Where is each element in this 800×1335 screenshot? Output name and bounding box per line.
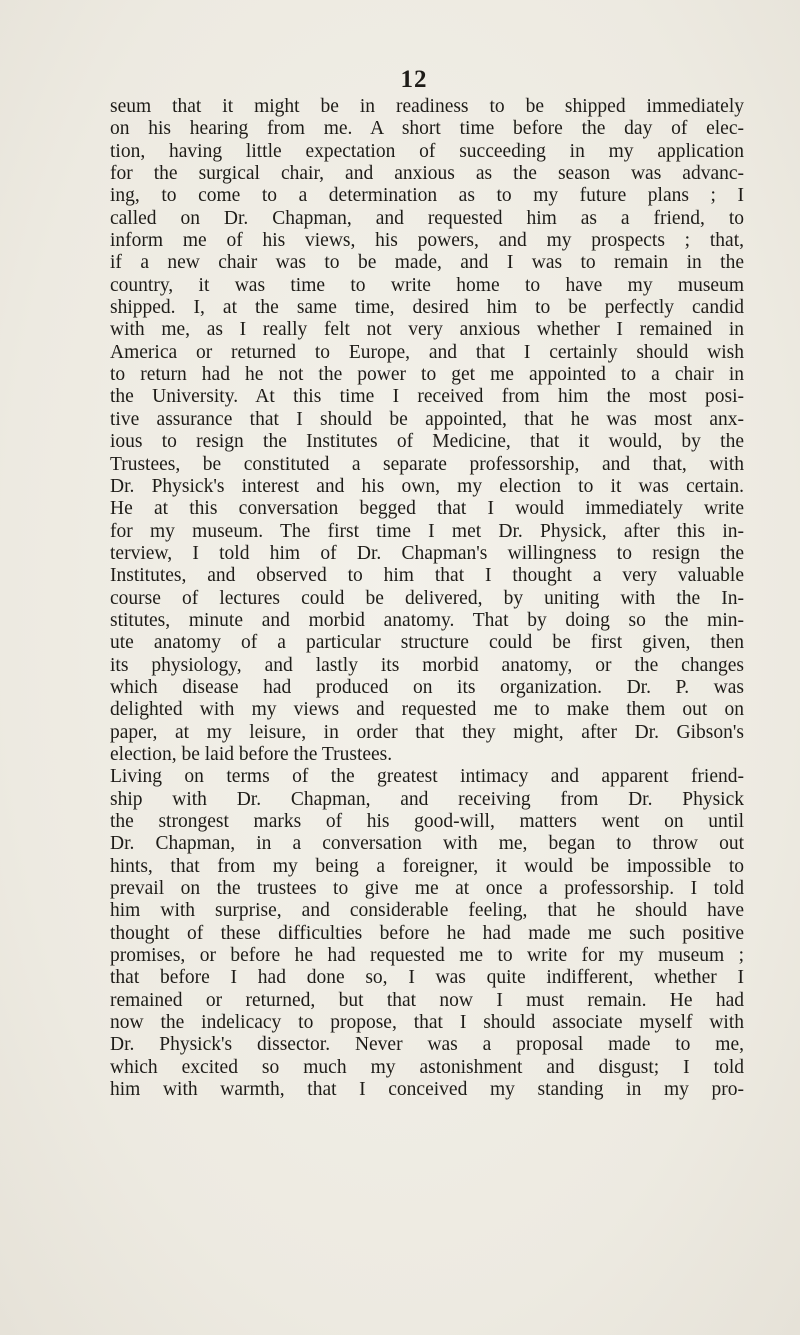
text-line: ious to resign the Institutes of Medicine, that it would, by the — [110, 431, 744, 453]
text-line: ship with Dr. Chapman, and receiving from Dr. Physick — [110, 788, 744, 810]
text-line: that before I had done so, I was quite indifferent, whether I — [110, 967, 744, 989]
text-line: Dr. Physick's interest and his own, my election to it was certain. — [110, 475, 744, 497]
page-number: 12 — [400, 66, 428, 93]
text-line: He at this conversation begged that I would immediately write — [110, 498, 744, 520]
text-line: tion, having little expectation of succeeding in my application — [110, 140, 744, 162]
text-line: with me, as I really felt not very anxious whether I remained in — [110, 319, 744, 341]
text-line: delighted with my views and requested me to make them out on — [110, 699, 744, 721]
text-line: for the surgical chair, and anxious as the season was advanc- — [110, 163, 744, 185]
text-line: tive assurance that I should be appointed, that he was most anx- — [110, 408, 744, 430]
text-line: promises, or before he had requested me to write for my museum ; — [110, 945, 744, 967]
text-line: America or returned to Europe, and that I certainly should wish — [110, 341, 744, 363]
text-line: now the indelicacy to propose, that I should associate myself with — [110, 1012, 744, 1034]
text-line: seum that it might be in readiness to be shipped immediately — [110, 96, 744, 117]
text-line: ing, to come to a determination as to my future plans ; I — [110, 185, 744, 207]
text-line: the strongest marks of his good-will, matters went on until — [110, 811, 744, 832]
text-line: for my museum. The first time I met Dr. Physick, after this in- — [110, 520, 744, 542]
text-line: on his hearing from me. A short time before the day of elec- — [110, 118, 744, 140]
text-line: terview, I told him of Dr. Chapman's willingness to resign the — [110, 542, 744, 564]
text-line: remained or returned, but that now I must remain. He had — [110, 989, 744, 1011]
text-line: country, it was time to write home to have my museum — [110, 274, 744, 296]
text-line: Dr. Physick's dissector. Never was a proposal made to me, — [110, 1034, 744, 1056]
text-line: Trustees, be constituted a separate professorship, and that, with — [110, 453, 744, 475]
text-line: paper, at my leisure, in order that they might, after Dr. Gibson's — [110, 721, 744, 743]
text-line: course of lectures could be delivered, by uniting with the In- — [110, 587, 744, 609]
text-line: hints, that from my being a foreigner, it would be impossible to — [110, 855, 744, 877]
text-line: which disease had produced on its organization. Dr. P. was — [110, 676, 744, 698]
text-line: thought of these difficulties before he had made me such positive — [110, 922, 744, 944]
text-line: Dr. Chapman, in a conversation with me, began to throw out — [110, 833, 744, 855]
text-line: the University. At this time I received from him the most posi- — [110, 386, 744, 408]
text-line: to return had he not the power to get me appointed to a chair in — [110, 364, 744, 386]
text-line: inform me of his views, his powers, and my prospects ; that, — [110, 230, 744, 252]
text-line: him with surprise, and considerable feeling, that he should have — [110, 900, 744, 922]
text-line: election, be laid before the Trustees. — [110, 743, 393, 765]
text-line: him with warmth, that I conceived my standing in my pro- — [110, 1079, 744, 1101]
text-line: ute anatomy of a particular structure could be first given, then — [110, 632, 744, 654]
text-line: prevail on the trustees to give me at once a professorship. I told — [110, 878, 744, 900]
text-line: Living on terms of the greatest intimacy and apparent friend- — [110, 766, 744, 788]
body-text — [110, 96, 744, 1101]
text-line: called on Dr. Chapman, and requested him as a friend, to — [110, 207, 744, 229]
text-line: if a new chair was to be made, and I was to remain in the — [110, 252, 744, 274]
text-line: Institutes, and observed to him that I thought a very valuable — [110, 565, 744, 587]
text-line: shipped. I, at the same time, desired him to be perfectly candid — [110, 297, 744, 319]
text-line: stitutes, minute and morbid anatomy. That by doing so the min- — [110, 609, 744, 631]
text-line: which excited so much my astonishment and disgust; I told — [110, 1056, 744, 1078]
text-line: its physiology, and lastly its morbid anatomy, or the changes — [110, 654, 744, 676]
